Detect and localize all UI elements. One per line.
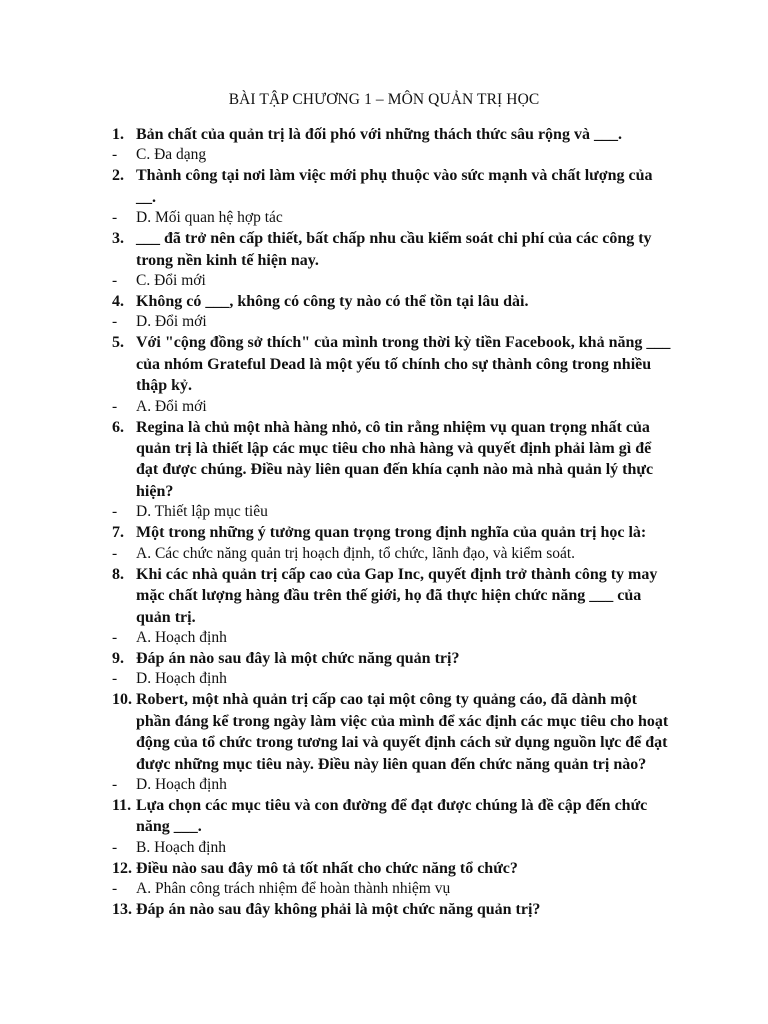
answer-dash: - [112,272,118,290]
question-text: Với "cộng đồng sở thích" của mình trong thời kỳ tiền Facebook, khả năng ___ của nhóm Grateful Dead là một yếu tố chính cho sự thành công trong nhiều thập kỷ. [136,334,671,395]
answer-dash: - [112,775,118,793]
question-text: Điều nào sau đây mô tả tốt nhất cho chức năng tổ chức? [136,859,518,877]
question-item [112,522,672,543]
answer-item [112,544,672,564]
question-item [112,417,672,503]
question-item [112,564,672,628]
question-item [112,858,672,879]
question-text: Robert, một nhà quản trị cấp cao tại một công ty quảng cáo, đã dành một phần đáng kể trong ngày làm việc của mình để xác định các mục tiêu cho hoạt động của tổ chức trong tương lai và quyết định cách sử dụng nguồn lực để đạt được những mục tiêu này. Điều này liên quan đến chức năng quản trị nào? [136,691,669,773]
answer-item [112,271,672,291]
answer-item [112,145,672,165]
question-text: Regina là chủ một nhà hàng nhỏ, cô tin rằng nhiệm vụ quan trọng nhất của quản trị là thiết lập các mục tiêu cho nhà hàng và quyết định phải làm gì để đạt được chúng. Điều này liên quan đến khía cạnh nào mà nhà quản lý thực hiện? [136,418,654,500]
question-item [112,124,672,145]
answer-item [112,669,672,689]
answer-text: C. Đổi mới [136,272,206,290]
question-number: 2. [112,167,124,185]
question-text: Đáp án nào sau đây là một chức năng quản trị? [136,649,460,667]
answer-text: D. Mối quan hệ hợp tác [136,209,283,227]
question-list [112,124,672,921]
question-item [112,291,672,312]
document-title: BÀI TẬP CHƯƠNG 1 – MÔN QUẢN TRỊ HỌC [228,91,540,108]
question-item [112,228,672,271]
answer-text: A. Đổi mới [136,397,207,415]
answer-item [112,628,672,648]
answer-dash: - [112,628,118,646]
answer-item [112,879,672,899]
answer-text: D. Thiết lập mục tiêu [136,503,268,521]
question-number: 4. [112,293,124,311]
answer-text: A. Hoạch định [136,628,227,646]
question-number: 10. [112,691,132,709]
question-item [112,165,672,208]
question-text: Lựa chọn các mục tiêu và con đường để đạt được chúng là đề cập đến chức năng ___. [136,796,648,836]
answer-text: D. Đổi mới [136,313,207,331]
answer-dash: - [112,146,118,164]
question-text: Đáp án nào sau đây không phải là một chức năng quản trị? [136,901,541,919]
question-number: 12. [112,859,132,877]
answer-text: C. Đa dạng [136,146,207,164]
question-number: 13. [112,901,132,919]
answer-item [112,838,672,858]
question-text: Khi các nhà quản trị cấp cao của Gap Inc, quyết định trở thành công ty may mặc chất lượng hàng đầu trên thế giới, họ đã thực hiện chức năng ___ của quản trị. [136,565,658,626]
question-text: Bản chất của quản trị là đối phó với những thách thức sâu rộng và ___. [136,126,622,143]
question-number: 5. [112,334,124,352]
answer-dash: - [112,544,118,562]
question-item [112,332,672,396]
answer-dash: - [112,670,118,688]
question-number: 7. [112,524,124,542]
answer-item [112,312,672,332]
answer-text: B. Hoạch định [136,838,226,856]
answer-dash: - [112,503,118,521]
answer-dash: - [112,397,118,415]
question-number: 11. [112,796,132,814]
answer-dash: - [112,313,118,331]
answer-text: A. Các chức năng quản trị hoạch định, tổ chức, lãnh đạo, và kiểm soát. [136,544,576,562]
question-text: Thành công tại nơi làm việc mới phụ thuộc vào sức mạnh và chất lượng của __. [136,167,653,206]
question-text: ___ đã trở nên cấp thiết, bất chấp nhu cầu kiểm soát chi phí của các công ty trong nền kinh tế hiện nay. [136,230,652,269]
question-item [112,899,672,920]
answer-text: A. Phân công trách nhiệm để hoàn thành nhiệm vụ [136,880,451,898]
answer-item [112,208,672,228]
question-item [112,689,672,775]
question-number: 8. [112,565,124,583]
answer-text: D. Hoạch định [136,670,227,688]
answer-item [112,502,672,522]
question-text: Một trong những ý tưởng quan trọng trong định nghĩa của quản trị học là: [136,524,647,542]
question-number: 3. [112,230,124,248]
question-number: 6. [112,418,124,436]
answer-text: D. Hoạch định [136,775,227,793]
answer-item [112,397,672,417]
answer-dash: - [112,209,118,227]
question-number: 1. [112,126,124,143]
answer-dash: - [112,838,118,856]
question-text: Không có ___, không có công ty nào có thể tồn tại lâu dài. [136,293,529,311]
answer-item [112,775,672,795]
question-number: 9. [112,649,124,667]
answer-dash: - [112,880,118,898]
question-item [112,648,672,669]
question-item [112,795,672,838]
